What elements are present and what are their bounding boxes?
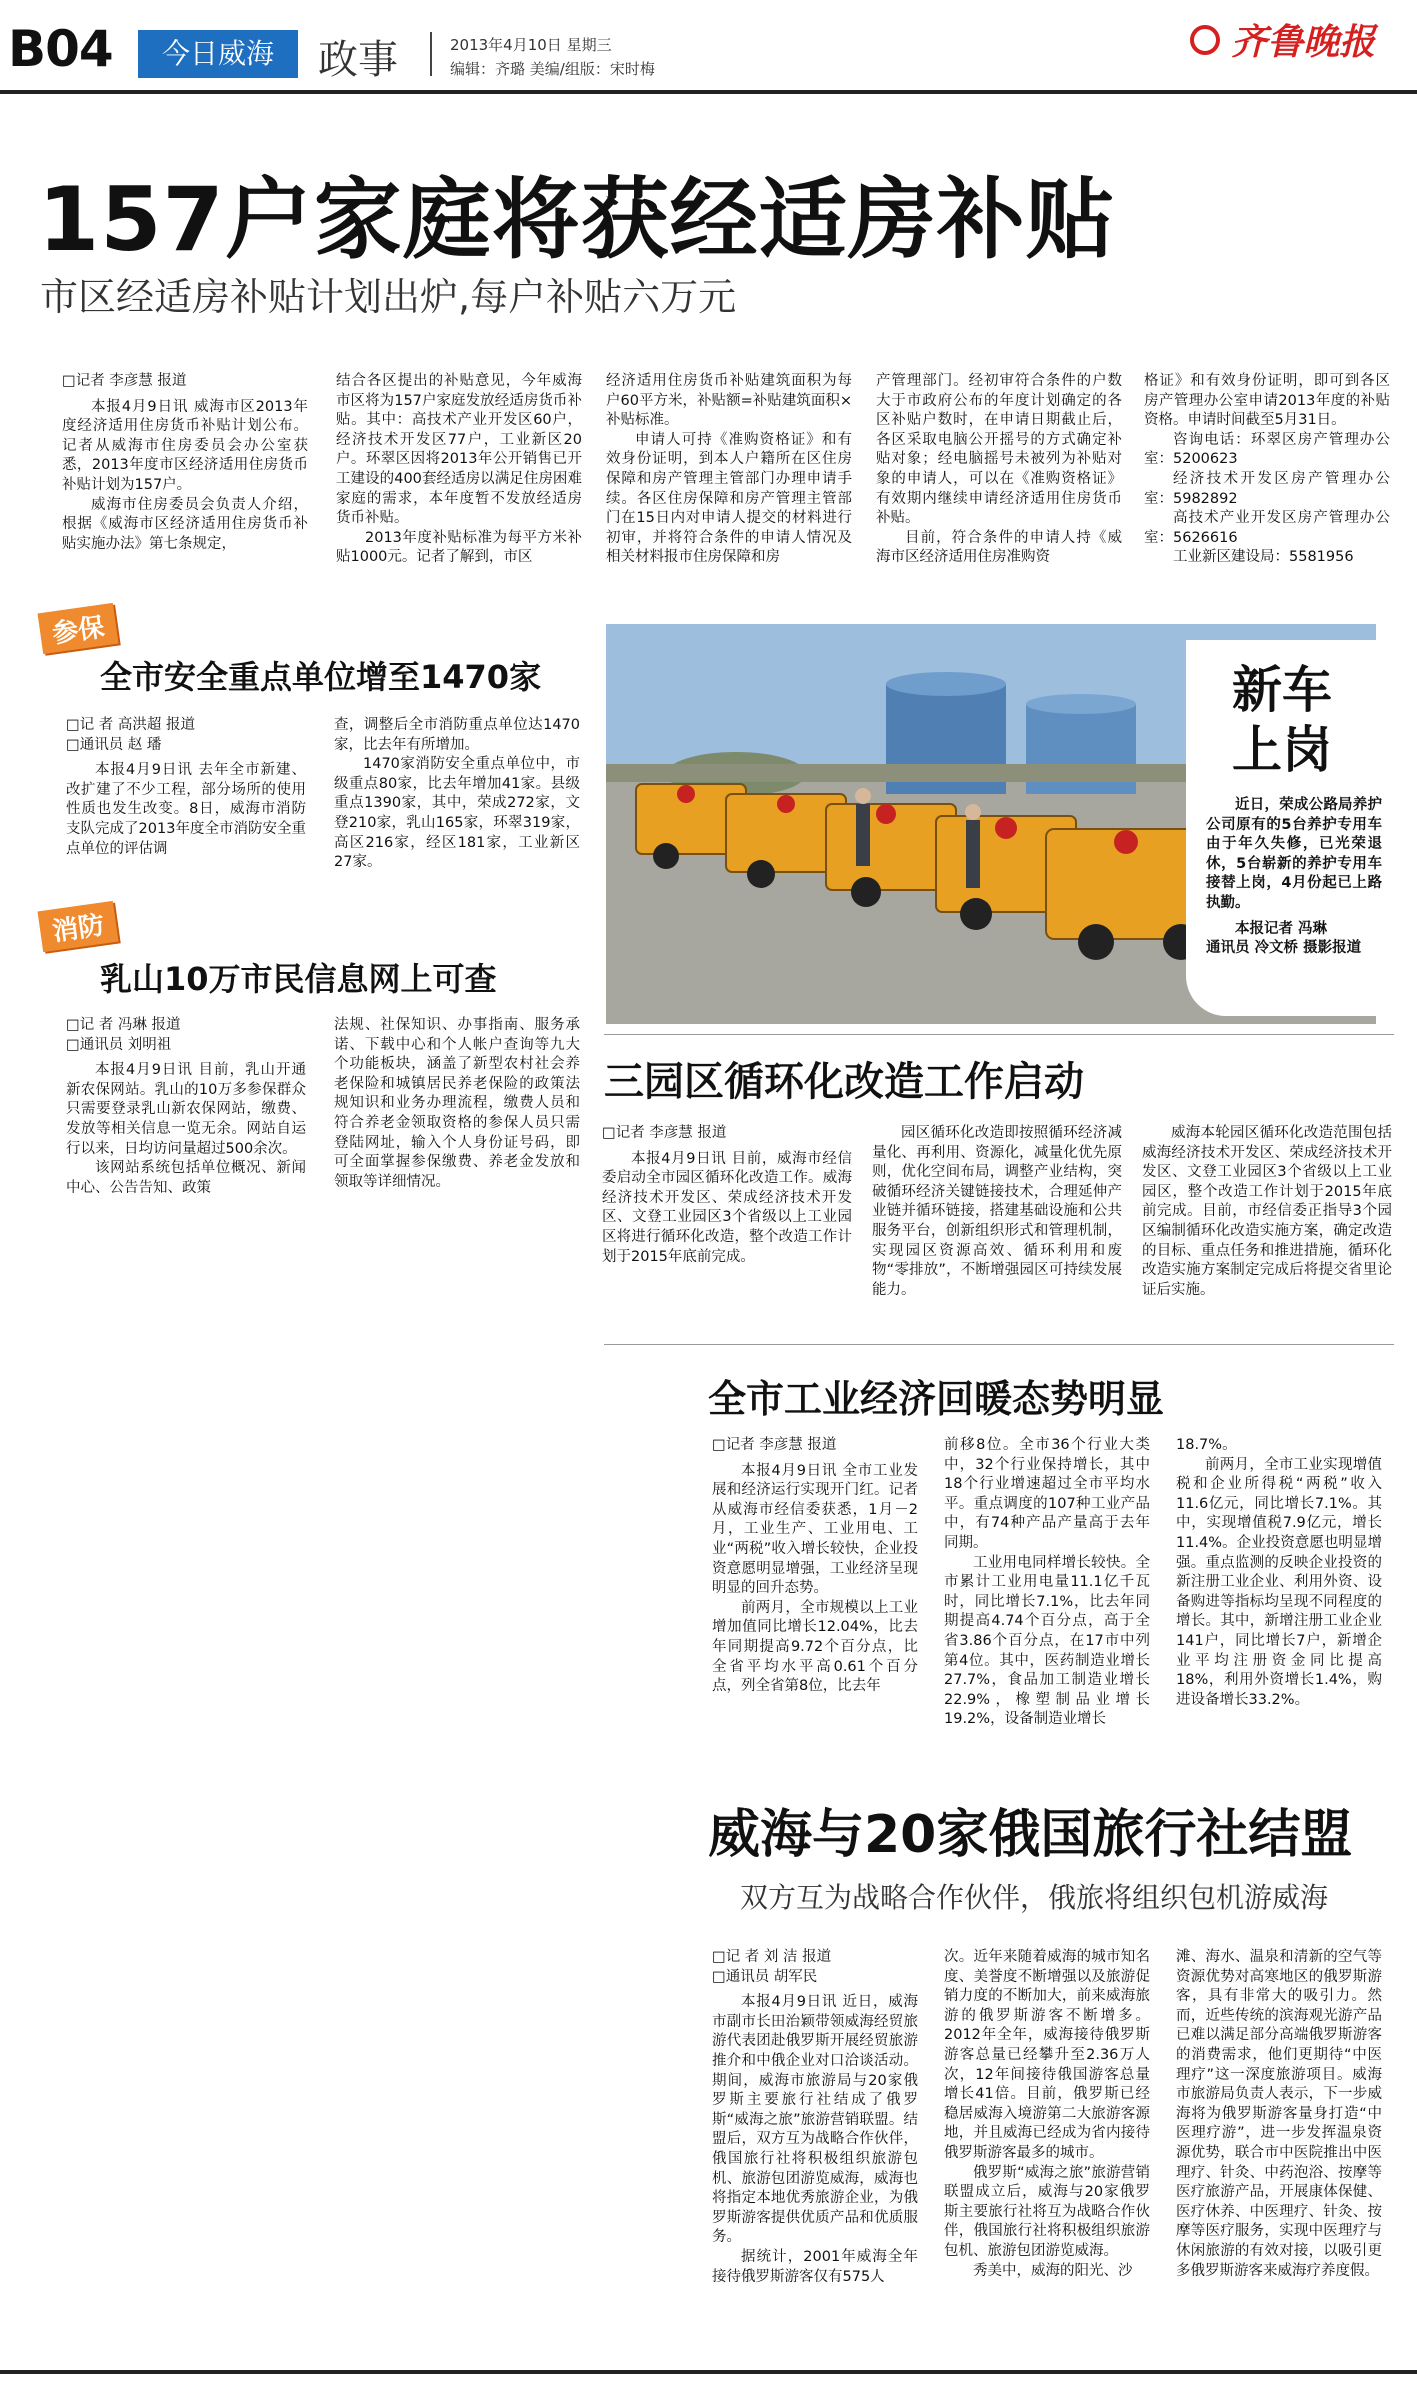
rushan-col-1: □记 者 冯琳 报道 □通讯员 刘明祖 本报4月9日讯 目前，乳山开通新农保网站。乳山的10万多参保群众只需要登录乳山新农保网站，缴费、发放等相关信息一览无余。网站自运行以来，日均访问量超过500余次。 该网站系统包括单位概况、新闻中心、公告告知、政策 (66, 1017, 306, 1196)
russia-col-1: □记 者 刘 洁 报道 □通讯员 胡军民 本报4月9日讯 近日，威海市副市长田治颖带领威海经贸旅游代表团赴俄罗斯开展经贸旅游推介和中俄企业对口洽谈活动。期间，威海市旅游局与20家俄罗斯主要旅行社结成了俄罗斯“威海之旅”旅游营销联盟。结盟后，双方互为战略合作伙伴，俄国旅行社将积极组织旅游包机、旅游包团游览威海，威海也将指定本地优秀旅游企业，为俄罗斯游客提供优质产品和优质服务。 据统计，2001年威海全年接待俄罗斯游客仅有575人 (712, 1949, 918, 2285)
logo-emblem-icon (1190, 25, 1220, 55)
main-headline: 157户家庭将获经适房补贴 (38, 168, 1115, 271)
newcar-title-2: 上岗 (1232, 721, 1332, 779)
russia-col-3: 滩、海水、温泉和清新的空气等资源优势对高寒地区的俄罗斯游客，具有非常大的吸引力。然而，近些传统的滨海观光游产品已难以满足部分高端俄罗斯游客的消费需求，他们更期待“中医理疗”这一深度旅游项目。威海市旅游局负责人表示，下一步威海将为俄罗斯游客量身打造“中医理疗游”，进一步发挥温泉资源优势，联合市中医院推出中医理疗、针灸、中药泡浴、按摩等医疗旅游产品，开展康体保健、医疗休养、中医理疗、针灸、按摩等医疗服务，实现中医理疗与休闲旅游的有效对接，以吸引更多俄罗斯游客来威海疗养度假。 (1176, 1949, 1382, 2279)
russia-col-2: 次。近年来随着威海的城市知名度、美誉度不断增强以及旅游促销力度的不断加大，前来威海旅游的俄罗斯游客不断增多。2012年全年，威海接待俄罗斯游客总量已经攀升至2.36万人次，12年间接待俄国游客总量增长41倍。目前，俄罗斯已经稳居威海入境游第二大旅游客源地，并且威海已经成为省内接待俄罗斯游客最多的城市。 俄罗斯“威海之旅”旅游营销联盟成立后，威海与20家俄罗斯主要旅行社将互为战略合作伙伴，俄国旅行社将积极组织旅游包机、旅游包团游览威海。 秀美中，威海的阳光、沙 (944, 1949, 1150, 2279)
tag-xiaofang: 消防 (38, 901, 119, 952)
main-col-1: □记者 李彦慧 报道 本报4月9日讯 威海市区2013年度经济适用住房货币补贴计划公布。记者从威海市住房委员会办公室获悉，2013年度市区经济适用住房货币补贴计划为157户。 威海市住房委员会负责人介绍，根据《威海市区经济适用住房货币补贴实施办法》第七条规定， (62, 373, 308, 552)
section-label: 今日威海 (138, 30, 298, 78)
industry-col-1: □记者 李彦慧 报道 本报4月9日讯 全市工业发展和经济运行实现开门红。记者从威海市经信委获悉，1月－2月，工业生产、工业用电、工业“两税”收入增长较快，企业投资意愿明显增强，工业经济呈现明显的回升态势。 前两月，全市规模以上工业增加值同比增长12.04%，比去年同期提高9.72个百分点，比全省平均水平高0.61个百分点，列全省第8位，比去年 (712, 1437, 918, 1695)
tag-canbao: 参保 (38, 603, 119, 654)
park-col-1: □记者 李彦慧 报道 本报4月9日讯 目前，威海市经信委启动全市园区循环化改造工作。威海经济技术开发区、荣成经济技术开发区、文登工业园区3个省级以上工业园区将进行循环化改造，整个改造工作计划于2015年底前完成。 (602, 1125, 852, 1265)
industry-headline: 全市工业经济回暖态势明显 (708, 1377, 1165, 1421)
safety-col-1: □记 者 高洪超 报道 □通讯员 赵 璠 本报4月9日讯 去年全市新建、改扩建了不少工程，部分场所的使用性质也发生改变。8日，威海市消防支队完成了2013年度全市消防安全重点单位的评估调 (66, 717, 306, 857)
industry-col-2: 前移8位。全市36个行业大类中，32个行业保持增长，其中18个行业增速超过全市平均水平。重点调度的107种工业产品中，有74种产品产量高于去年同期。 工业用电同样增长较快。全市累计工业用电量11.1亿千瓦时，同比增长7.1%，比去年同期提高4.74个百分点，高于全省3.86个百分点，在17市中列第4位。其中，医药制造业增长27.7%，食品加工制造业增长22.9%，橡塑制品业增长19.2%，设备制造业增长 (944, 1437, 1150, 1728)
park-bottom-rule (604, 1344, 1394, 1345)
rushan-col-2: 法规、社保知识、办事指南、服务承诺、下载中心和个人帐户查询等九大个功能板块，涵盖了新型农村社会养老保险和城镇居民养老保险的政策法规知识和业务办理流程，缴费人员和符合养老金领取资格的参保人员只需登陆网址，输入个人身份证号码，即可全面掌握参保缴费、养老金发放和领取等详细情况。 (334, 1017, 580, 1190)
industry-col-3: 18.7%。 前两月，全市工业实现增值税和企业所得税“两税”收入11.6亿元，同比增长7.1%。其中，实现增值税7.9亿元，增长11.4%。企业投资意愿也明显增强。重点监测的反映企业投资的新注册工业企业、利用外资、设备购进等指标均呈现不同程度的增长。其中，新增注册工业企业141户，同比增长7户，新增企业平均注册资金同比提高18%，利用外资增长1.4%，购进设备增长33.2%。 (1176, 1437, 1382, 1708)
masthead-divider (430, 32, 432, 76)
rushan-headline: 乳山10万市民信息网上可查 (100, 960, 497, 998)
park-col-3: 威海本轮园区循环化改造范围包括威海经济技术开发区、荣成经济技术开发区、文登工业园区3个省级以上工业园区，整个改造工作计划于2015年底前完成。目前，市经信委正指导3个园区编制循环化改造实施方案，确定改造的目标、重点任务和推进措施，循环化改造实施方案制定完成后将提交省里论证后实施。 (1142, 1125, 1392, 1298)
date-line: 2013年4月10日 星期三 (450, 36, 612, 54)
newcar-caption: 近日，荣成公路局养护公司原有的5台养护专用车由于年久失修，已光荣退休，5台崭新的养护专用车接替上岗，4月份起已上路执勤。 本报记者 冯琳 通讯员 冷文桥 摄影报道 (1206, 797, 1382, 957)
main-subhead: 市区经适房补贴计划出炉,每户补贴六万元 (40, 275, 737, 319)
safety-col-2: 查，调整后全市消防重点单位达1470家，比去年有所增加。 1470家消防安全重点单位中，市级重点80家，比去年增加41家。县级重点1390家，其中，荣成272家，文登210家，乳山165家，环翠319家，高区216家，经区181家，工业新区27家。 (334, 717, 580, 871)
newspaper-logo (1190, 14, 1375, 65)
page-number: B04 (8, 20, 113, 78)
park-headline: 三园区循环化改造工作启动 (604, 1059, 1084, 1105)
safety-headline: 全市安全重点单位增至1470家 (100, 658, 542, 696)
main-col-5: 格证》和有效身份证明，即可到各区房产管理办公室申请2013年度的补贴资格。申请时间截至5月31日。 咨询电话：环翠区房产管理办公室：5200623 经济技术开发区房产管理办公室：5982892 高技术产业开发区房产管理办公室：5626616 工业新区建设局：5581956 (1144, 373, 1390, 566)
park-top-rule (604, 1034, 1394, 1035)
newcar-title-1: 新车 (1232, 661, 1332, 719)
masthead-rule (0, 90, 1417, 94)
russia-headline: 威海与20家俄国旅行社结盟 (708, 1805, 1353, 1865)
main-col-4: 产管理部门。经初审符合条件的户数大于市政府公布的年度计划确定的各区补贴户数时，在申请日期截止后，各区采取电脑公开摇号的方式确定补贴对象；经电脑摇号未被列为补贴对象的申请人，可以在《准购资格证》有效期内继续申请经济适用住房货币补贴。 目前，符合条件的申请人持《威海市区经济适用住房准购资 (876, 373, 1122, 566)
russia-subhead: 双方互为战略合作伙伴，俄旅将组织包机游威海 (740, 1881, 1329, 1914)
main-col-3: 经济适用住房货币补贴建筑面积为每户60平方米，补贴额=补贴建筑面积×补贴标准。 申请人可持《准购资格证》和有效身份证明，到本人户籍所在区住房保障和房产管理主管部门办理申请手续。各区住房保障和房产管理主管部门在15日内对申请人提交的材料进行初审，并将符合条件的申请人情况及相关材料报市住房保障和房 (606, 373, 852, 566)
logo-text: 齐鲁晚报 (1231, 21, 1376, 63)
park-col-2: 园区循环化改造即按照循环经济减量化、再利用、资源化，减量化优先原则，优化空间布局，调整产业结构，突破循环经济关键链接技术，合理延伸产业链并循环链接，搭建基础设施和公共服务平台，创新组织形式和管理机制，实现园区资源高效、循环利用和废物“零排放”，不断增强园区可持续发展能力。 (872, 1125, 1122, 1298)
editor-line: 编辑：齐璐 美编/组版：宋时梅 (450, 60, 655, 78)
footer-rule (0, 2370, 1417, 2374)
main-col-2: 结合各区提出的补贴意见，今年威海市区将为157户家庭发放经适房货币补贴。其中：高技术产业开发区60户，经济技术开发区77户，工业新区20户。环翠区因将2013年公开销售已开工建设的400套经适房以满足住房困难家庭的需求，本年度暂不发放经适房货币补贴。 2013年度补贴标准为每平方米补贴1000元。记者了解到，市区 (336, 373, 582, 566)
column-label: 政事 (318, 37, 398, 83)
